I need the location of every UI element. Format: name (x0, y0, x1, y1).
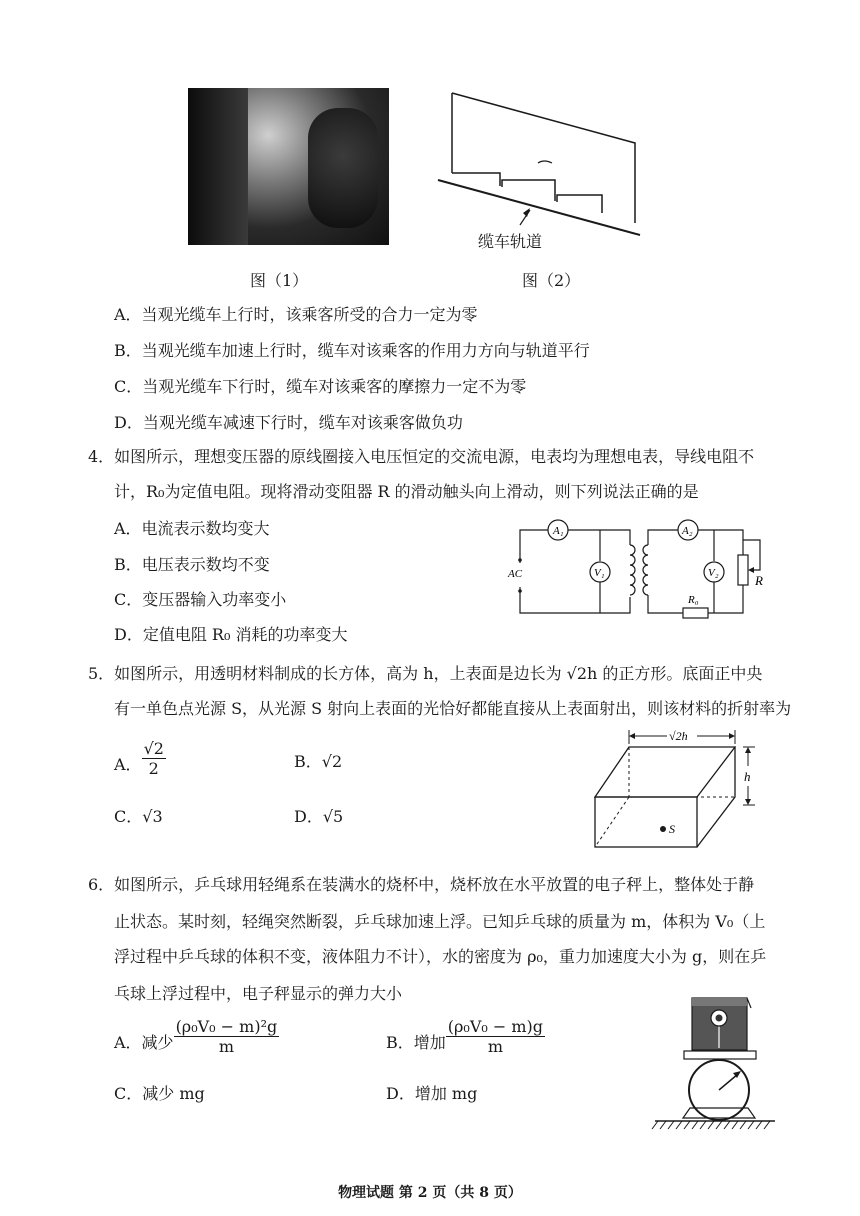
voltmeter-v1-label: V₁ (594, 567, 605, 579)
q5-option-a-numerator: √2 (143, 739, 164, 758)
q5-option-a-denominator: 2 (148, 759, 159, 778)
beaker-scale-diagram (650, 990, 780, 1140)
q4-stem-line2: 计，R₀为定值电阻。现将滑动变阻器 R 的滑动触头向上滑动，则下列说法正确的是 (114, 482, 699, 501)
figure1-photo (188, 88, 389, 245)
q3-option-b: B．当观光缆车加速上行时，缆车对该乘客的作用力方向与轨道平行 (114, 341, 590, 360)
figure2-label: 缆车轨道 (478, 232, 543, 251)
cuboid-diagram (585, 722, 770, 852)
q4-stem-line1: 4．如图所示，理想变压器的原线圈接入电压恒定的交流电源，电表均为理想电表，导线电阻不 (88, 447, 755, 466)
q6-option-a-numerator: (ρ₀V₀ − m)²g (175, 1017, 278, 1036)
transformer-circuit-diagram (500, 515, 775, 630)
q6-stem-line2: 止状态。某时刻，轻绳突然断裂，乒乓球加速上浮。已知乒乓球的质量为 m，体积为 V₀（上 (114, 912, 766, 931)
q6-stem-line1: 6．如图所示，乒乓球用轻绳系在装满水的烧杯中，烧杯放在水平放置的电子秤上，整体处于静 (88, 875, 755, 894)
q6-option-b-label: B．增加 (386, 1033, 446, 1052)
ammeter-a1-label: A₁ (553, 525, 564, 537)
q6-option-d: D．增加 mg (386, 1084, 478, 1103)
figure2-caption: 图（2） (522, 271, 581, 290)
ac-source-label: AC (508, 568, 523, 580)
q6-option-a-denominator: m (218, 1037, 234, 1056)
q5-stem-line2: 有一单色点光源 S，从光源 S 射向上表面的光恰好都能直接从上表面射出，则该材料的折射率为 (114, 699, 792, 718)
q6-option-b-numerator: (ρ₀V₀ − m)g (447, 1017, 544, 1036)
resistor-r0-label: R₀ (688, 594, 699, 606)
q5-option-a (114, 739, 166, 778)
q6-option-c: C．减少 mg (114, 1084, 205, 1103)
figure2-diagram (430, 85, 660, 250)
q4-option-c: C．变压器输入功率变小 (114, 590, 287, 609)
ammeter-a2-label: A₂ (682, 525, 693, 537)
width-label: √2h (669, 729, 688, 743)
light-source-label: S (669, 822, 675, 836)
q4-option-b: B．电压表示数均不变 (114, 555, 270, 574)
figure1-caption: 图（1） (250, 271, 309, 290)
q5-option-c: C．√3 (114, 807, 163, 826)
q6-stem-line3: 浮过程中乒乓球的体积不变，液体阻力不计），水的密度为 ρ₀，重力加速度大小为 g，则在乒 (114, 947, 767, 966)
q3-option-d: D．当观光缆车减速下行时，缆车对该乘客做负功 (114, 413, 463, 432)
q6-option-a-label: A．减少 (114, 1033, 174, 1052)
q5-option-b: B．√2 (294, 752, 343, 771)
q3-option-a: A．当观光缆车上行时，该乘客所受的合力一定为零 (114, 305, 478, 324)
q3-option-c: C．当观光缆车下行时，缆车对该乘客的摩擦力一定不为零 (114, 377, 527, 396)
q6-option-b-denominator: m (487, 1037, 503, 1056)
page-footer: 物理试题 第 2 页（共 8 页） (338, 1185, 522, 1201)
q4-option-d: D．定值电阻 R₀ 消耗的功率变大 (114, 625, 348, 644)
rheostat-r-label: R (755, 573, 763, 588)
q5-stem-line1: 5．如图所示，用透明材料制成的长方体，高为 h，上表面是边长为 √2h 的正方形。底面正中央 (88, 664, 763, 683)
q6-option-a (114, 1017, 279, 1056)
q6-option-b (386, 1017, 545, 1056)
q6-stem-line4: 乓球上浮过程中，电子秤显示的弹力大小 (114, 984, 403, 1003)
q5-option-a-label: A． (114, 755, 142, 774)
voltmeter-v2-label: V₂ (708, 567, 719, 579)
height-label: h (744, 769, 751, 784)
q4-option-a: A．电流表示数均变大 (114, 519, 270, 538)
q5-option-d: D．√5 (294, 807, 344, 826)
